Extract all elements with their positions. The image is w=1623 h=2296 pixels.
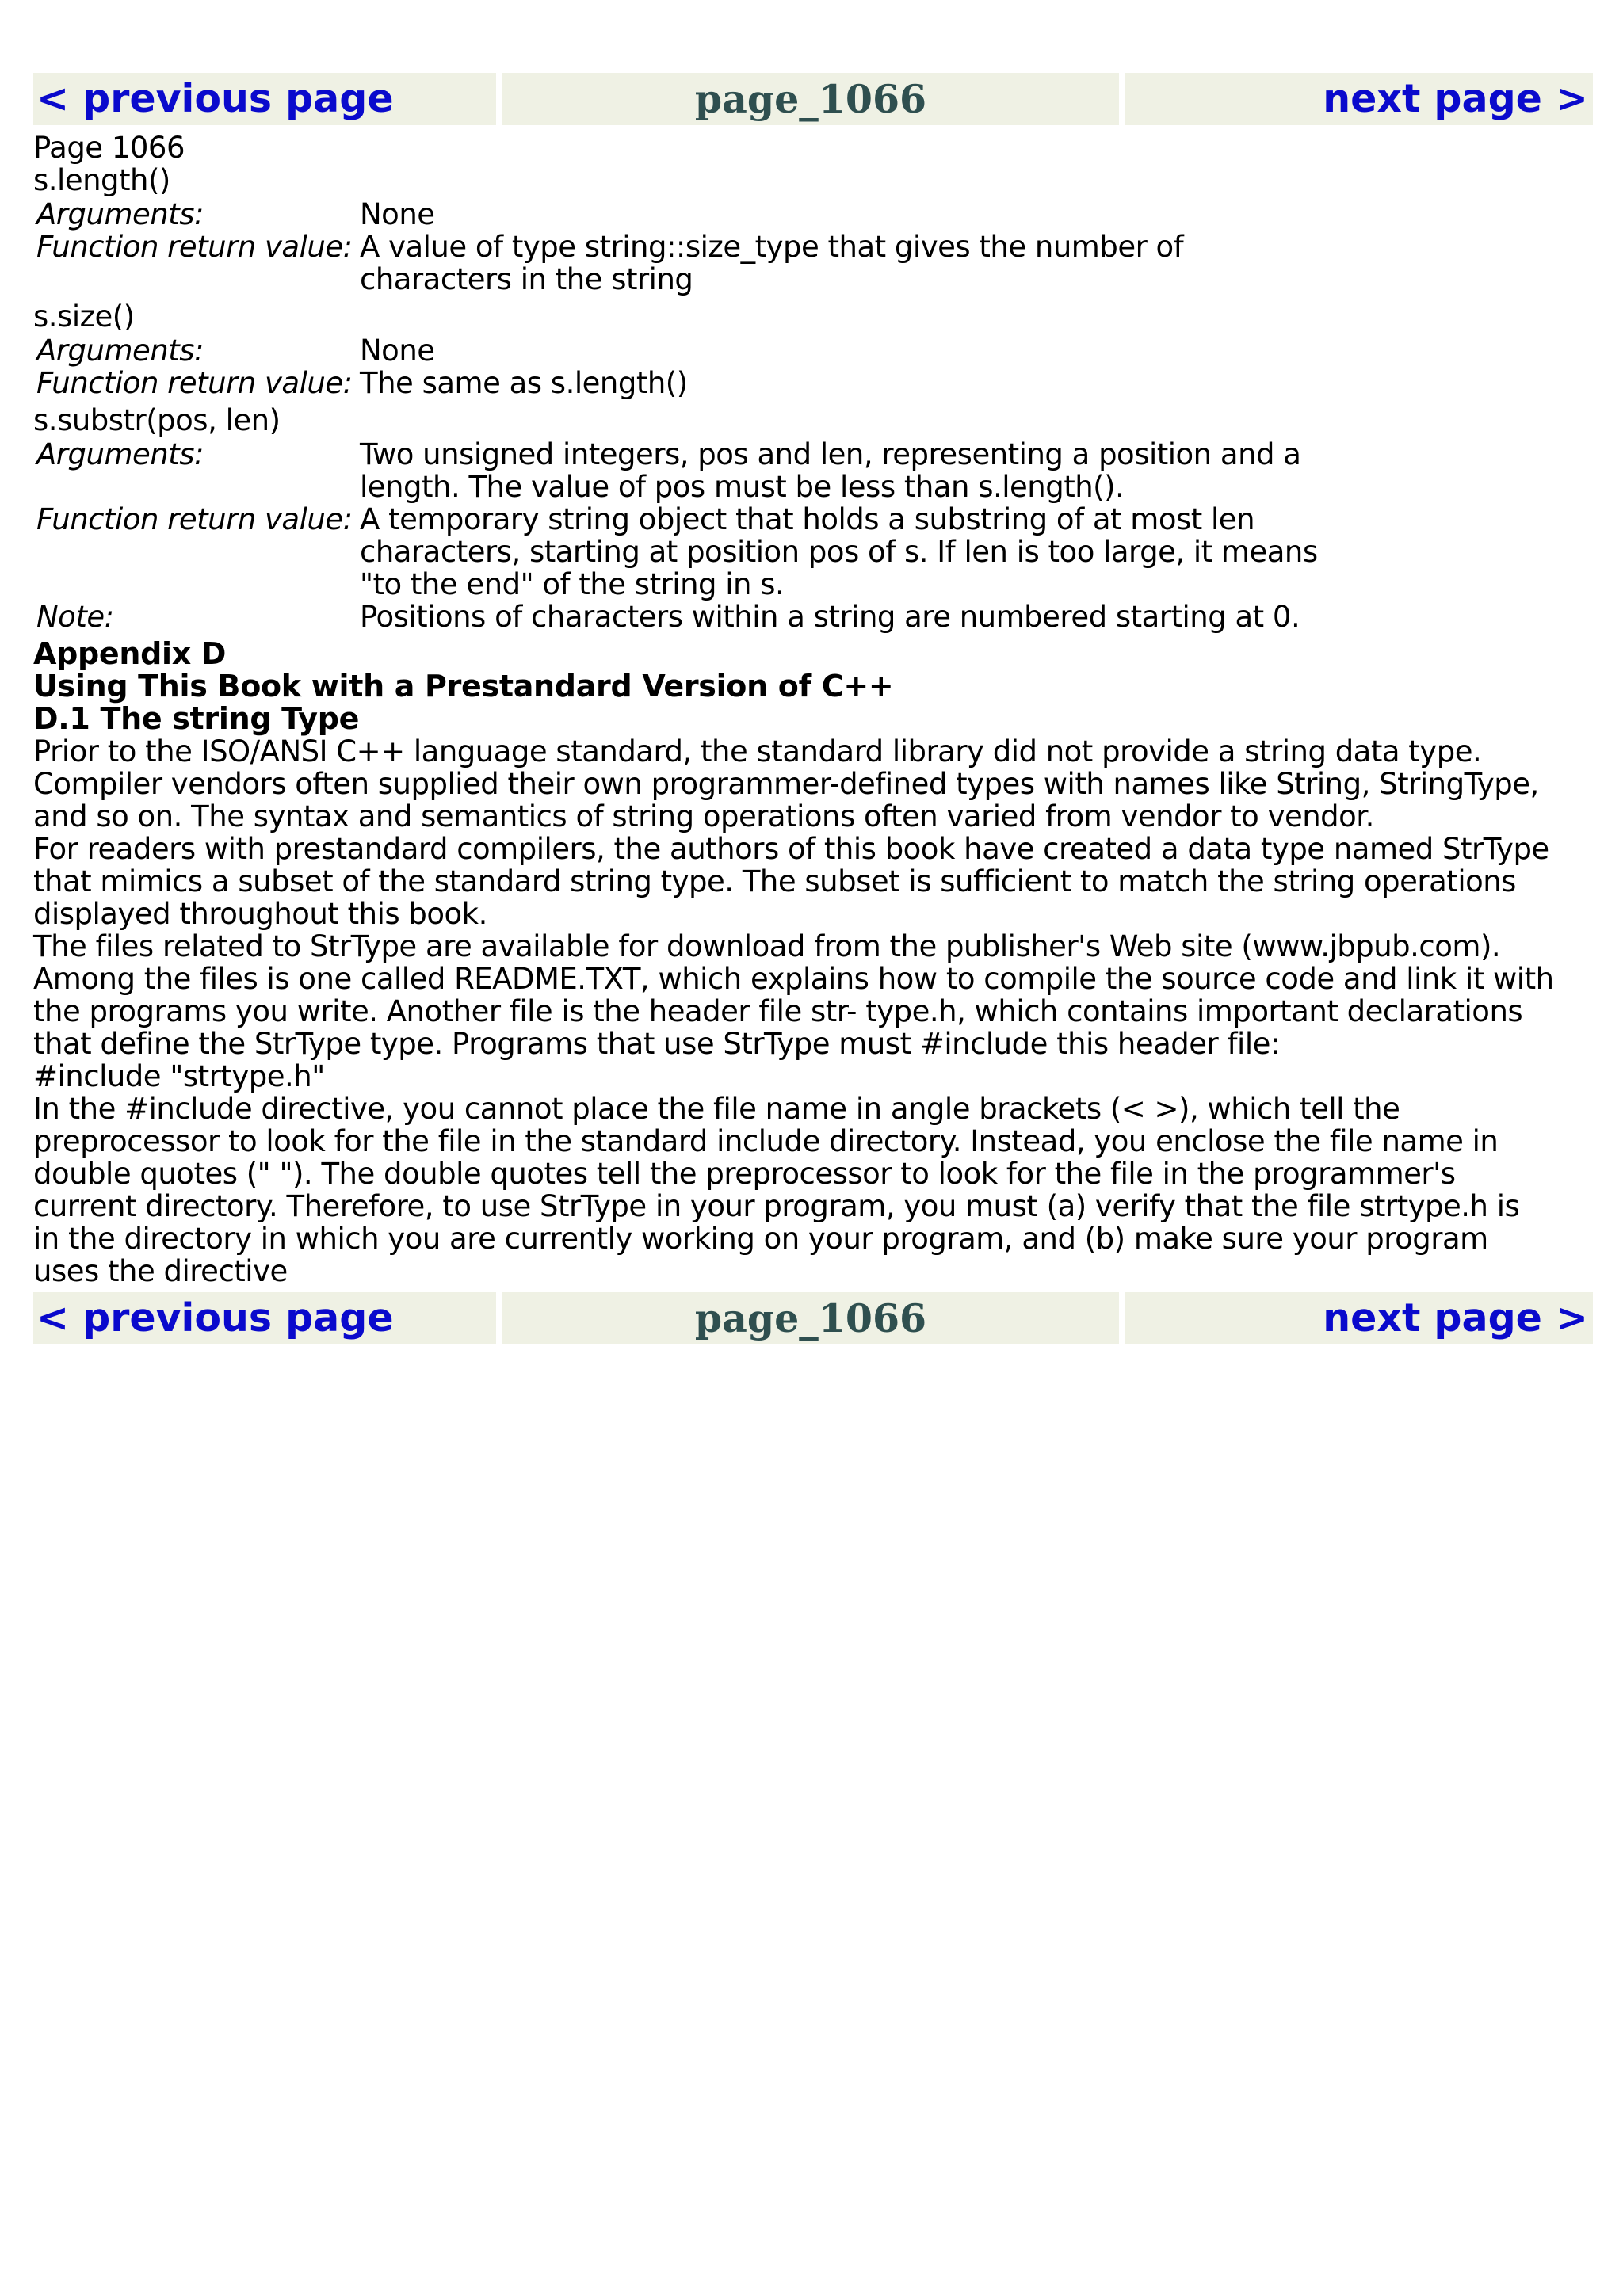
next-page-link[interactable]: next page > — [1125, 1292, 1593, 1344]
bottom-navigation-bar — [33, 1292, 1593, 1344]
page-label: page_1066 — [502, 73, 1119, 125]
definition-description: The same as s.length() — [360, 366, 688, 400]
definition-term: Function return value: — [36, 502, 353, 536]
definition-list — [33, 334, 1593, 399]
definition-description: A value of type string::size_type that gives the number of characters in the string — [360, 230, 1184, 296]
definition-term: Function return value: — [36, 366, 353, 400]
definition-list — [33, 438, 1593, 633]
function-entry — [33, 404, 1593, 633]
definition-term: Note: — [36, 600, 114, 634]
function-signature: s.length() — [33, 163, 170, 197]
next-page-link[interactable]: next page > — [1125, 73, 1593, 125]
definition-list — [33, 198, 1593, 296]
definition-description: Positions of characters within a string are numbered starting at 0. — [360, 600, 1300, 634]
appendix-title: Using This Book with a Prestandard Version of C++ — [33, 669, 894, 704]
body-paragraph: In the #include directive, you cannot place the file name in angle brackets (< >), which tell the preprocessor to look for the file in the standard include directory. Instead, you enclose the file name in double quotes (" "). The double quotes tell the preprocessor to look for the file in the programmer's current directory. Therefore, to use StrType in your program, you must (a) verify that the file strtype.h is in the directory in which you are currently working on your program, and (b) make sure your program uses the directive — [33, 1092, 1520, 1288]
function-entry — [33, 164, 1593, 296]
definition-term: Function return value: — [36, 230, 353, 264]
section-heading: D.1 The string Type — [33, 701, 360, 736]
definition-description: None — [360, 197, 435, 231]
body-paragraph: For readers with prestandard compilers, the authors of this book have created a data type named StrType that mimics a subset of the standard string type. The subset is sufficient to match the string operations displayed throughout this book. — [33, 832, 1549, 931]
body-paragraph: Prior to the ISO/ANSI C++ language standard, the standard library did not provide a string data type. Compiler vendors often supplied their own programmer-defined types with names like String, StringType, and so on. The syntax and semantics of string operations often varied from vendor to vendor. — [33, 734, 1539, 833]
definition-description: Two unsigned integers, pos and len, representing a position and a length. The value of pos must be less than s.length(). — [360, 437, 1301, 504]
previous-page-link[interactable]: < previous page — [33, 73, 496, 125]
top-navigation-bar — [33, 73, 1593, 125]
definition-description: A temporary string object that holds a substring of at most len characters, starting at position pos of s. If len is too large, it means "to the end" of the string in s. — [360, 502, 1318, 601]
definition-term: Arguments: — [36, 197, 204, 231]
code-line: #include "strtype.h" — [33, 1059, 325, 1093]
page-label: page_1066 — [502, 1292, 1119, 1344]
appendix-label: Appendix D — [33, 636, 227, 671]
previous-page-link[interactable]: < previous page — [33, 1292, 496, 1344]
body-paragraph: The files related to StrType are available for download from the publisher's Web site (www.jbpub.com). Among the files is one called README.TXT, which explains how to compile the source code and link it with the programs you write. Another file is the header file str- type.h, which contains important declarations that define the StrType type. Programs that use StrType must #include this header file: — [33, 929, 1554, 1061]
definition-description: None — [360, 334, 435, 368]
function-signature: s.size() — [33, 299, 135, 334]
function-entry — [33, 300, 1593, 399]
page-body — [33, 125, 1593, 1292]
definition-term: Arguments: — [36, 334, 204, 368]
function-signature: s.substr(pos, len) — [33, 403, 281, 437]
page-number-text: Page 1066 — [33, 131, 185, 165]
page-content — [33, 73, 1593, 1344]
definition-term: Arguments: — [36, 437, 204, 471]
